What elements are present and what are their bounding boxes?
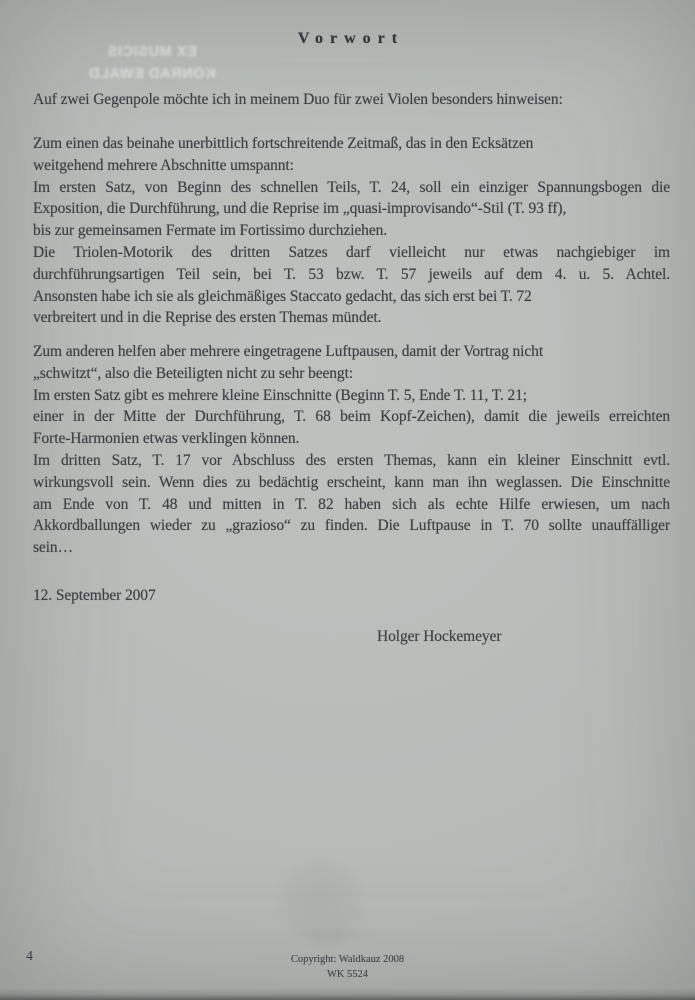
page-title: Vorwort	[297, 30, 405, 47]
preface-line: Zum einen das beinahe unerbittlich fortschreitende Zeitmaß, das in den Ecksätzen	[33, 135, 534, 152]
preface-line: Zum anderen helfen aber mehrere eingetragene Luftpausen, damit der Vortrag nicht	[33, 343, 544, 360]
paragraph-tempo	[33, 133, 670, 329]
show-through-smudge	[292, 928, 380, 944]
preface-line: weitgehend mehrere Abschnitte umspannt:	[33, 156, 294, 174]
preface-line: Exposition, die Durchführung, und die Reprise im „quasi-improvisando“-Stil (T. 93 ff),	[33, 200, 567, 218]
preface-line: Ansonsten habe ich sie als gleichmäßiges Staccato gedacht, das sich erst bei T. 72	[33, 287, 532, 305]
preface-line: verbreitert und in die Reprise des ersten Themas mündet.	[33, 309, 382, 327]
page-number: 4	[26, 949, 33, 964]
preface-line: „schwitzt“, also die Beteiligten nicht zu sehr beengt:	[33, 364, 353, 382]
preface-line: Die Triolen-Motorik des dritten Satzes darf vielleicht nur etwas nachgiebiger im	[33, 243, 670, 261]
preface-line: einer in der Mitte der Durchführung, T. 68 beim Kopf-Zeichen), damit die jeweils erreichten	[33, 408, 670, 426]
preface-line: Forte-Harmonien etwas verklingen können.	[33, 430, 300, 448]
catalog-number: WK 5524	[326, 968, 369, 980]
preface-line: Im dritten Satz, T. 17 vor Abschluss des ersten Themas, kann ein kleiner Einschnitt evtl.	[33, 451, 670, 469]
bottom-edge-shadow	[0, 988, 695, 1000]
preface-line: Im ersten Satz, von Beginn des schnellen Teils, T. 24, soll ein einziger Spannungsbogen die	[33, 178, 670, 196]
signature-line: Holger Hockemeyer	[377, 628, 502, 645]
preface-line: Akkordballungen wieder zu „grazioso“ zu finden. Die Luftpause in T. 70 sollte unauffälliger	[33, 517, 670, 535]
date-line: 12. September 2007	[33, 587, 156, 604]
preface-line: Im ersten Satz gibt es mehrere kleine Einschnitte (Beginn T. 5, Ende T. 11, T. 21;	[33, 386, 527, 404]
copyright-line: Copyright: Waldkauz 2008	[290, 954, 405, 965]
show-through-stamp-line1: EX MUSICIS	[107, 44, 197, 60]
paragraph-luftpausen	[33, 341, 670, 559]
footer-copyright	[0, 953, 695, 982]
preface-line: wirkungsvoll sein. Wenn dies zu bedächtig erscheint, kann man ihn weglassen. Die Einschnitte	[33, 473, 670, 491]
preface-line: durchführungsartigen Teil sein, bei T. 53 bzw. T. 57 jeweils auf dem 4. u. 5. Achtel.	[33, 265, 670, 283]
preface-line: am Ende von T. 48 und mitten in T. 82 haben sich als echte Hilfe erwiesen, um nach	[33, 495, 670, 513]
preface-line: sein…	[33, 539, 73, 557]
preface-line: bis zur gemeinsamen Fermate im Fortissimo durchziehen.	[33, 222, 388, 240]
intro-line: Auf zwei Gegenpole möchte ich in meinem Duo für zwei Violen besonders hinweisen:	[33, 91, 563, 108]
show-through-stamp-line2: KONRAD EWALD	[88, 66, 216, 82]
